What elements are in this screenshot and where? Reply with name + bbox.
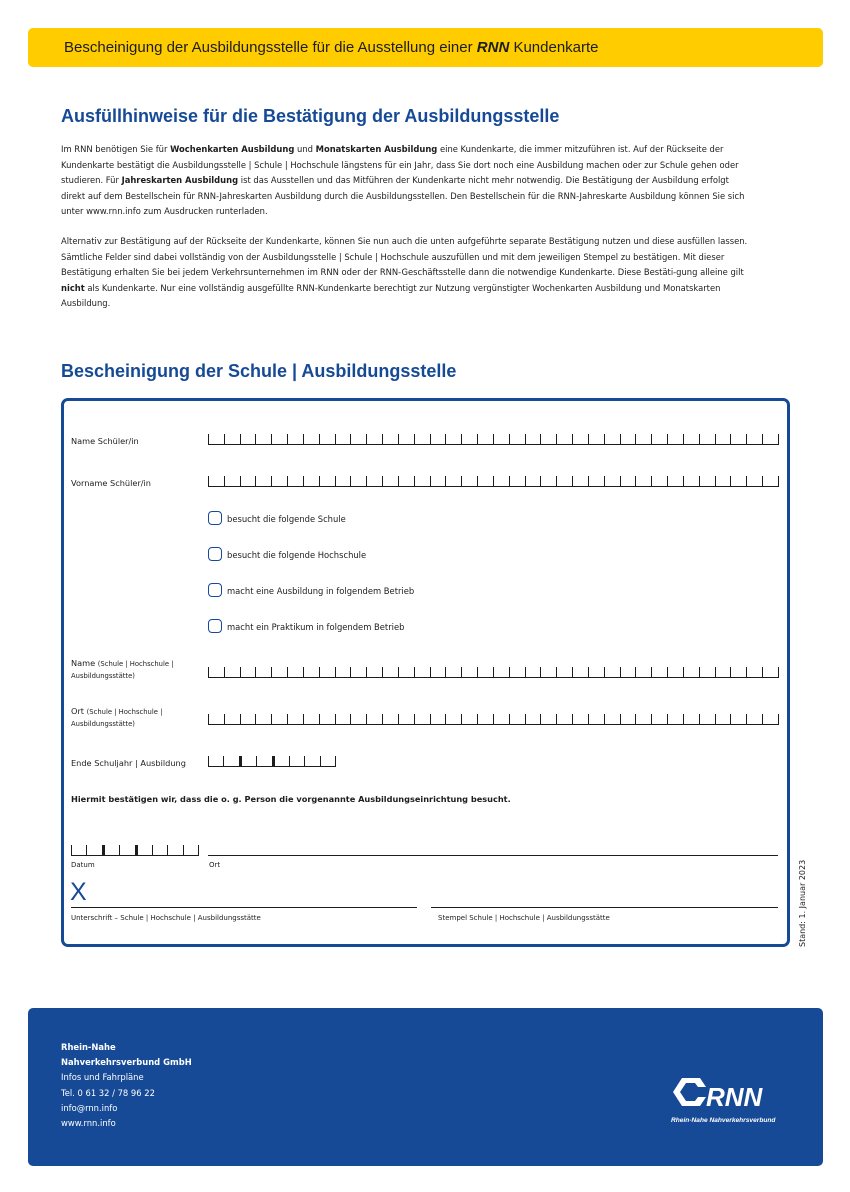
instructions-heading: Ausfüllhinweise für die Bestätigung der Ausbildungsstelle xyxy=(61,106,560,126)
instructions-paragraph-1 xyxy=(61,142,751,220)
char-cell[interactable] xyxy=(287,667,303,678)
option-internship-checkbox[interactable] xyxy=(208,619,222,633)
char-cell[interactable] xyxy=(382,714,398,725)
option-school-label: besucht die folgende Schule xyxy=(227,514,346,524)
char-cell[interactable] xyxy=(588,434,604,445)
char-cell[interactable] xyxy=(303,667,319,678)
place-field[interactable] xyxy=(208,855,778,856)
char-cell[interactable] xyxy=(350,434,366,445)
char-cell[interactable] xyxy=(255,714,271,725)
char-cell[interactable] xyxy=(620,434,636,445)
char-cell[interactable] xyxy=(699,476,715,487)
char-cell[interactable] xyxy=(208,667,224,678)
paragraph-run: nicht xyxy=(61,282,85,293)
confirmation-statement: Hiermit bestätigen wir, dass die o. g. Person die vorgenannte Ausbildungseinrichtung besucht. xyxy=(71,794,511,804)
char-cell[interactable] xyxy=(304,756,319,767)
institution-place-label xyxy=(71,706,201,730)
char-cell[interactable] xyxy=(540,714,556,725)
char-cell[interactable] xyxy=(335,434,351,445)
char-cell[interactable] xyxy=(493,476,509,487)
char-cell[interactable] xyxy=(588,714,604,725)
char-cell[interactable] xyxy=(620,667,636,678)
student-firstname-field[interactable] xyxy=(208,476,779,487)
char-cell[interactable] xyxy=(287,476,303,487)
footer-address xyxy=(61,1040,192,1131)
char-cell[interactable] xyxy=(493,667,509,678)
option-apprenticeship-checkbox[interactable] xyxy=(208,583,222,597)
char-cell[interactable] xyxy=(240,434,256,445)
char-cell[interactable] xyxy=(208,756,223,767)
char-cell[interactable] xyxy=(572,476,588,487)
char-cell[interactable] xyxy=(762,667,779,678)
char-cell[interactable] xyxy=(414,434,430,445)
char-cell[interactable] xyxy=(135,845,152,856)
char-cell[interactable] xyxy=(730,667,746,678)
char-cell[interactable] xyxy=(319,714,335,725)
institution-place-field[interactable] xyxy=(208,714,779,725)
char-cell[interactable] xyxy=(102,845,119,856)
char-cell[interactable] xyxy=(430,667,446,678)
institution-place-label-sub: (Schule | Hochschule | Ausbildungsstätte) xyxy=(71,708,163,728)
char-cell[interactable] xyxy=(398,434,414,445)
char-cell[interactable] xyxy=(699,434,715,445)
char-cell[interactable] xyxy=(255,667,271,678)
institution-name-label xyxy=(71,658,201,682)
char-cell[interactable] xyxy=(287,714,303,725)
char-cell[interactable] xyxy=(239,756,256,767)
char-cell[interactable] xyxy=(493,434,509,445)
char-cell[interactable] xyxy=(271,476,287,487)
char-cell[interactable] xyxy=(430,714,446,725)
char-cell[interactable] xyxy=(746,667,762,678)
char-cell[interactable] xyxy=(224,476,240,487)
char-cell[interactable] xyxy=(414,667,430,678)
logo-text: RNN xyxy=(706,1082,763,1112)
char-cell[interactable] xyxy=(715,714,731,725)
issue-date-note: Stand: 1. Januar 2023 xyxy=(798,859,807,947)
char-cell[interactable] xyxy=(604,714,620,725)
institution-place-label-main: Ort xyxy=(71,706,85,716)
char-cell[interactable] xyxy=(461,667,477,678)
char-cell[interactable] xyxy=(762,714,779,725)
char-cell[interactable] xyxy=(477,434,493,445)
date-field[interactable] xyxy=(71,845,199,856)
header-title-post: Kundenkarte xyxy=(509,39,599,56)
char-cell[interactable] xyxy=(651,476,667,487)
student-name-label: Name Schüler/in xyxy=(71,436,139,446)
end-date-label: Ende Schuljahr | Ausbildung xyxy=(71,758,186,768)
char-cell[interactable] xyxy=(445,714,461,725)
logo-tagline: Rhein-Nahe Nahverkehrsverbund xyxy=(671,1117,776,1124)
char-cell[interactable] xyxy=(335,476,351,487)
char-cell[interactable] xyxy=(667,714,683,725)
footer-website[interactable]: www.rnn.info xyxy=(61,1118,116,1129)
char-cell[interactable] xyxy=(366,434,382,445)
char-cell[interactable] xyxy=(477,714,493,725)
char-cell[interactable] xyxy=(683,476,699,487)
char-cell[interactable] xyxy=(256,756,271,767)
char-cell[interactable] xyxy=(119,845,134,856)
institution-name-label-main: Name xyxy=(71,658,96,668)
char-cell[interactable] xyxy=(620,476,636,487)
char-cell[interactable] xyxy=(86,845,101,856)
char-cell[interactable] xyxy=(762,476,779,487)
char-cell[interactable] xyxy=(414,476,430,487)
char-cell[interactable] xyxy=(183,845,199,856)
char-cell[interactable] xyxy=(556,476,572,487)
footer-email[interactable]: info@rnn.info xyxy=(61,1102,118,1113)
char-cell[interactable] xyxy=(604,434,620,445)
char-cell[interactable] xyxy=(224,434,240,445)
char-cell[interactable] xyxy=(224,667,240,678)
char-cell[interactable] xyxy=(477,667,493,678)
char-cell[interactable] xyxy=(382,434,398,445)
char-cell[interactable] xyxy=(556,714,572,725)
char-cell[interactable] xyxy=(525,434,541,445)
option-university-label: besucht die folgende Hochschule xyxy=(227,550,367,560)
char-cell[interactable] xyxy=(382,667,398,678)
char-cell[interactable] xyxy=(461,714,477,725)
char-cell[interactable] xyxy=(319,434,335,445)
char-cell[interactable] xyxy=(635,434,651,445)
char-cell[interactable] xyxy=(398,476,414,487)
char-cell[interactable] xyxy=(366,714,382,725)
char-cell[interactable] xyxy=(540,667,556,678)
char-cell[interactable] xyxy=(730,434,746,445)
char-cell[interactable] xyxy=(588,667,604,678)
char-cell[interactable] xyxy=(651,667,667,678)
char-cell[interactable] xyxy=(525,476,541,487)
char-cell[interactable] xyxy=(255,476,271,487)
form-heading: Bescheinigung der Schule | Ausbildungsstelle xyxy=(61,361,457,381)
option-internship-label: macht ein Praktikum in folgendem Betrieb xyxy=(227,622,405,632)
char-cell[interactable] xyxy=(509,714,525,725)
char-cell[interactable] xyxy=(604,476,620,487)
student-name-field[interactable] xyxy=(208,434,779,445)
char-cell[interactable] xyxy=(525,667,541,678)
paragraph-run: eine Kundenkarte, die immer mitzuführen ist. Auf der Rückseite der Kundenkarte bestätigt die Ausbildungsstelle | Schule | Hochschule längstens für ein Jahr, dass Sie dort noch eine Ausbildung machen oder zur Schule gehen oder studieren. Für xyxy=(61,144,739,185)
char-cell[interactable] xyxy=(620,714,636,725)
paragraph-run: als Kundenkarte. Nur eine vollständig ausgefüllte RNN-Kundenkarte berechtigt zur Nutzung vergünstigter Wochenkarten Ausbildung und Monatskarten Ausbildung. xyxy=(61,282,721,308)
char-cell[interactable] xyxy=(525,714,541,725)
char-cell[interactable] xyxy=(350,476,366,487)
char-cell[interactable] xyxy=(271,434,287,445)
char-cell[interactable] xyxy=(715,434,731,445)
char-cell[interactable] xyxy=(683,434,699,445)
char-cell[interactable] xyxy=(398,714,414,725)
date-label: Datum xyxy=(71,861,95,869)
stamp-field[interactable] xyxy=(431,907,778,908)
char-cell[interactable] xyxy=(167,845,182,856)
char-cell[interactable] xyxy=(493,714,509,725)
char-cell[interactable] xyxy=(240,476,256,487)
option-school-checkbox[interactable] xyxy=(208,511,222,525)
char-cell[interactable] xyxy=(350,667,366,678)
char-cell[interactable] xyxy=(335,714,351,725)
paragraph-run: Im RNN benötigen Sie für xyxy=(61,144,171,154)
institution-name-field[interactable] xyxy=(208,667,779,678)
char-cell[interactable] xyxy=(588,476,604,487)
char-cell[interactable] xyxy=(271,667,287,678)
char-cell[interactable] xyxy=(556,667,572,678)
org-name-line1: Rhein-Nahe xyxy=(61,1042,116,1052)
option-university-checkbox[interactable] xyxy=(208,547,222,561)
char-cell[interactable] xyxy=(240,667,256,678)
char-cell[interactable] xyxy=(699,667,715,678)
char-cell[interactable] xyxy=(152,845,167,856)
char-cell[interactable] xyxy=(572,667,588,678)
paragraph-run: Jahreskarten Ausbildung xyxy=(121,175,239,185)
footer-phone: Tel. 0 61 32 / 78 96 22 xyxy=(61,1087,155,1098)
char-cell[interactable] xyxy=(540,476,556,487)
char-cell[interactable] xyxy=(445,476,461,487)
char-cell[interactable] xyxy=(715,476,731,487)
char-cell[interactable] xyxy=(635,476,651,487)
char-cell[interactable] xyxy=(335,667,351,678)
char-cell[interactable] xyxy=(635,667,651,678)
char-cell[interactable] xyxy=(667,434,683,445)
char-cell[interactable] xyxy=(509,476,525,487)
char-cell[interactable] xyxy=(445,434,461,445)
char-cell[interactable] xyxy=(509,434,525,445)
char-cell[interactable] xyxy=(762,434,779,445)
document-header xyxy=(28,28,823,67)
rnn-logo-icon xyxy=(668,1074,793,1136)
instructions-paragraph-2 xyxy=(61,234,751,312)
option-apprenticeship-label: macht eine Ausbildung in folgendem Betrieb xyxy=(227,586,415,596)
char-cell[interactable] xyxy=(303,434,319,445)
char-cell[interactable] xyxy=(208,714,224,725)
paragraph-run: Wochenkarten Ausbildung xyxy=(170,144,295,154)
char-cell[interactable] xyxy=(635,714,651,725)
end-date-field[interactable] xyxy=(208,756,336,767)
char-cell[interactable] xyxy=(730,714,746,725)
char-cell[interactable] xyxy=(683,714,699,725)
char-cell[interactable] xyxy=(350,714,366,725)
char-cell[interactable] xyxy=(430,476,446,487)
org-name-line2: Nahverkehrsverbund GmbH xyxy=(61,1057,192,1068)
char-cell[interactable] xyxy=(572,434,588,445)
char-cell[interactable] xyxy=(255,434,271,445)
char-cell[interactable] xyxy=(651,714,667,725)
char-cell[interactable] xyxy=(730,476,746,487)
char-cell[interactable] xyxy=(303,714,319,725)
char-cell[interactable] xyxy=(414,714,430,725)
char-cell[interactable] xyxy=(287,434,303,445)
char-cell[interactable] xyxy=(509,667,525,678)
char-cell[interactable] xyxy=(699,714,715,725)
char-cell[interactable] xyxy=(540,434,556,445)
institution-name-label-sub: (Schule | Hochschule | Ausbildungsstätte) xyxy=(71,660,174,680)
signature-label: Unterschrift – Schule | Hochschule | Ausbildungsstätte xyxy=(71,914,261,922)
char-cell[interactable] xyxy=(366,667,382,678)
char-cell[interactable] xyxy=(398,667,414,678)
char-cell[interactable] xyxy=(477,476,493,487)
char-cell[interactable] xyxy=(366,476,382,487)
signature-mark: X xyxy=(70,878,87,906)
char-cell[interactable] xyxy=(224,714,240,725)
char-cell[interactable] xyxy=(667,476,683,487)
char-cell[interactable] xyxy=(461,476,477,487)
char-cell[interactable] xyxy=(746,434,762,445)
char-cell[interactable] xyxy=(746,476,762,487)
paragraph-run: ist das Ausstellen und das Mitführen der Kundenkarte nicht mehr notwendig. Die Bestätigung der Ausbildung erfolgt direkt auf dem Bestellschein für RNN-Jahreskarten Ausbildung durch die Ausbildungsstellen. Den Bestellschein für die RNN-Jahreskarte Ausbildung können Sie sich unter www.rnn.info zum Ausdrucken runterladen. xyxy=(61,175,745,216)
signature-field[interactable] xyxy=(71,907,417,908)
paragraph-run: Monatskarten Ausbildung xyxy=(315,144,438,154)
char-cell[interactable] xyxy=(289,756,304,767)
char-cell[interactable] xyxy=(382,476,398,487)
char-cell[interactable] xyxy=(271,714,287,725)
stamp-label: Stempel Schule | Hochschule | Ausbildungsstätte xyxy=(438,914,610,922)
char-cell[interactable] xyxy=(445,667,461,678)
char-cell[interactable] xyxy=(556,434,572,445)
char-cell[interactable] xyxy=(461,434,477,445)
char-cell[interactable] xyxy=(303,476,319,487)
header-title-pre: Bescheinigung der Ausbildungsstelle für die Ausstellung einer xyxy=(64,39,477,56)
paragraph-run: und xyxy=(294,144,316,154)
char-cell[interactable] xyxy=(746,714,762,725)
header-title-brand: RNN xyxy=(476,39,510,56)
paragraph-run: Alternativ zur Bestätigung auf der Rückseite der Kundenkarte, können Sie nun auch die unten aufgeführte separate Bestätigung nutzen und diese ausfüllen lassen. Sämtliche Felder sind dabei vollständig von der Ausbildungsstelle | Schule | Hochschule auszufüllen und mit dem jeweiligen Stempel zu bestätigen. Mit dieser Bestätigung erhalten Sie bei jedem Verkehrsunternehmen im RNN oder der RNN-Geschäftsstelle dann die notwendige Kundenkarte. Diese Bestäti-gung alleine gilt xyxy=(61,236,748,277)
char-cell[interactable] xyxy=(71,845,86,856)
char-cell[interactable] xyxy=(319,476,335,487)
char-cell[interactable] xyxy=(320,756,336,767)
char-cell[interactable] xyxy=(272,756,289,767)
char-cell[interactable] xyxy=(208,476,224,487)
char-cell[interactable] xyxy=(667,667,683,678)
char-cell[interactable] xyxy=(651,434,667,445)
char-cell[interactable] xyxy=(683,667,699,678)
char-cell[interactable] xyxy=(572,714,588,725)
char-cell[interactable] xyxy=(240,714,256,725)
student-firstname-label: Vorname Schüler/in xyxy=(71,478,151,488)
footer xyxy=(28,1008,823,1166)
char-cell[interactable] xyxy=(715,667,731,678)
place-label: Ort xyxy=(209,861,221,869)
char-cell[interactable] xyxy=(430,434,446,445)
char-cell[interactable] xyxy=(223,756,238,767)
char-cell[interactable] xyxy=(319,667,335,678)
char-cell[interactable] xyxy=(604,667,620,678)
footer-info: Infos und Fahrpläne xyxy=(61,1072,144,1083)
char-cell[interactable] xyxy=(208,434,224,445)
